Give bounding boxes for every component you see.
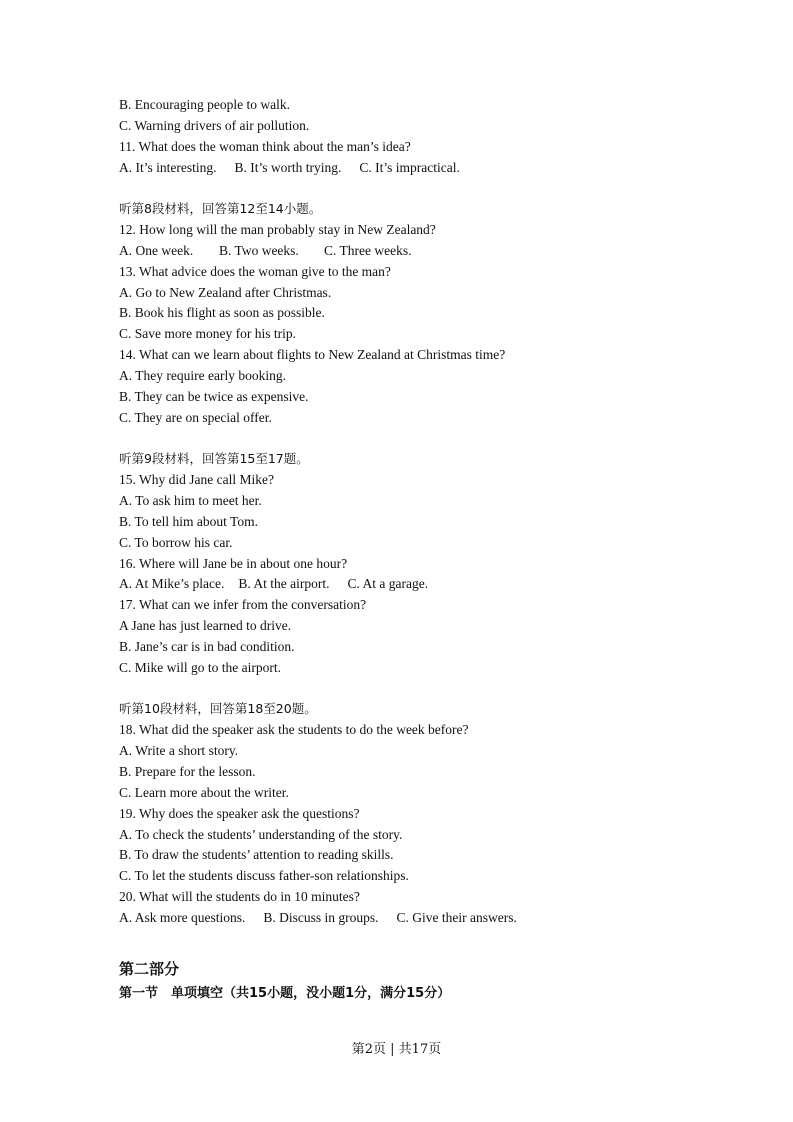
question-16-options — [119, 574, 679, 595]
question-11-options — [119, 158, 679, 179]
option-b: B. At the airport. — [238, 576, 330, 592]
option-b: B. Discuss in groups. — [263, 909, 379, 925]
question-12: 12. How long will the man probably stay in New Zealand? — [119, 222, 436, 238]
text-line: A. Go to New Zealand after Christmas. — [119, 284, 332, 300]
text-line: B. To draw the students’ attention to reading skills. — [119, 847, 394, 863]
text-line: C. Mike will go to the airport. — [119, 659, 281, 675]
text-line: B. Jane’s car is in bad condition. — [119, 638, 295, 654]
text-line: C. Learn more about the writer. — [119, 784, 289, 800]
text-line: C. To let the students discuss father-son relationships. — [119, 868, 409, 884]
text-line: B. They can be twice as expensive. — [119, 388, 309, 404]
text-line: B. To tell him about Tom. — [119, 513, 258, 529]
text-line: 15. Why did Jane call Mike? — [119, 472, 274, 488]
text-line: A. They require early booking. — [119, 367, 286, 383]
text-line: 14. What can we learn about flights to New Zealand at Christmas time? — [119, 347, 506, 363]
text-line: 20. What will the students do in 10 minutes? — [119, 889, 360, 905]
text-line: 16. Where will Jane be in about one hour? — [119, 555, 348, 571]
text-line: C. They are on special offer. — [119, 409, 272, 425]
section-9-heading: 听第9段材料，回答第15至17题。 — [119, 451, 309, 467]
option-a: A. One week. — [119, 242, 194, 258]
section-10-heading: 听第10段材料，回答第18至20题。 — [119, 701, 317, 717]
text-line: C. To borrow his car. — [119, 534, 233, 550]
page-footer: 第2页 | 共17页 — [351, 1042, 442, 1057]
option-c: C. Three weeks. — [324, 242, 412, 258]
text-line: A Jane has just learned to drive. — [119, 618, 292, 634]
text-line: A. Write a short story. — [119, 743, 239, 759]
option-b: B. It’s worth trying. — [234, 159, 342, 175]
text-line: 19. Why does the speaker ask the questions? — [119, 805, 360, 821]
text-line: 17. What can we infer from the conversation? — [119, 597, 367, 613]
option-c: C. It’s impractical. — [359, 159, 460, 175]
part-2-title: 第二部分 — [119, 959, 180, 978]
option-c: C. At a garage. — [347, 576, 429, 592]
text-line: A. To ask him to meet her. — [119, 493, 262, 509]
text-line: C. Save more money for his trip. — [119, 326, 296, 342]
option-a: A. Ask more questions. — [119, 909, 246, 925]
question-12-options — [119, 241, 679, 262]
option-a: A. It’s interesting. — [119, 159, 217, 175]
section-8-heading: 听第8段材料，回答第12至14小题。 — [119, 201, 322, 217]
option-c: C. Give their answers. — [396, 909, 517, 925]
document-page — [119, 95, 679, 1005]
text-line: B. Prepare for the lesson. — [119, 764, 256, 779]
text-line: C. Warning drivers of air pollution. — [119, 117, 310, 133]
text-line: 13. What advice does the woman give to the man? — [119, 263, 391, 279]
section-1-title: 第一节 单项填空（共15小题，没小题1分，满分15分） — [119, 985, 451, 1001]
text-line: 18. What did the speaker ask the students to do the week before? — [119, 722, 469, 738]
text-line: A. To check the students’ understanding of the story. — [119, 826, 403, 842]
option-a: A. At Mike’s place. — [119, 576, 225, 592]
question-20-options — [119, 908, 679, 929]
text-line: B. Encouraging people to walk. — [119, 97, 290, 112]
question-11: 11. What does the woman think about the man’s idea? — [119, 138, 411, 154]
option-b: B. Two weeks. — [219, 242, 299, 258]
text-line: B. Book his flight as soon as possible. — [119, 305, 325, 321]
